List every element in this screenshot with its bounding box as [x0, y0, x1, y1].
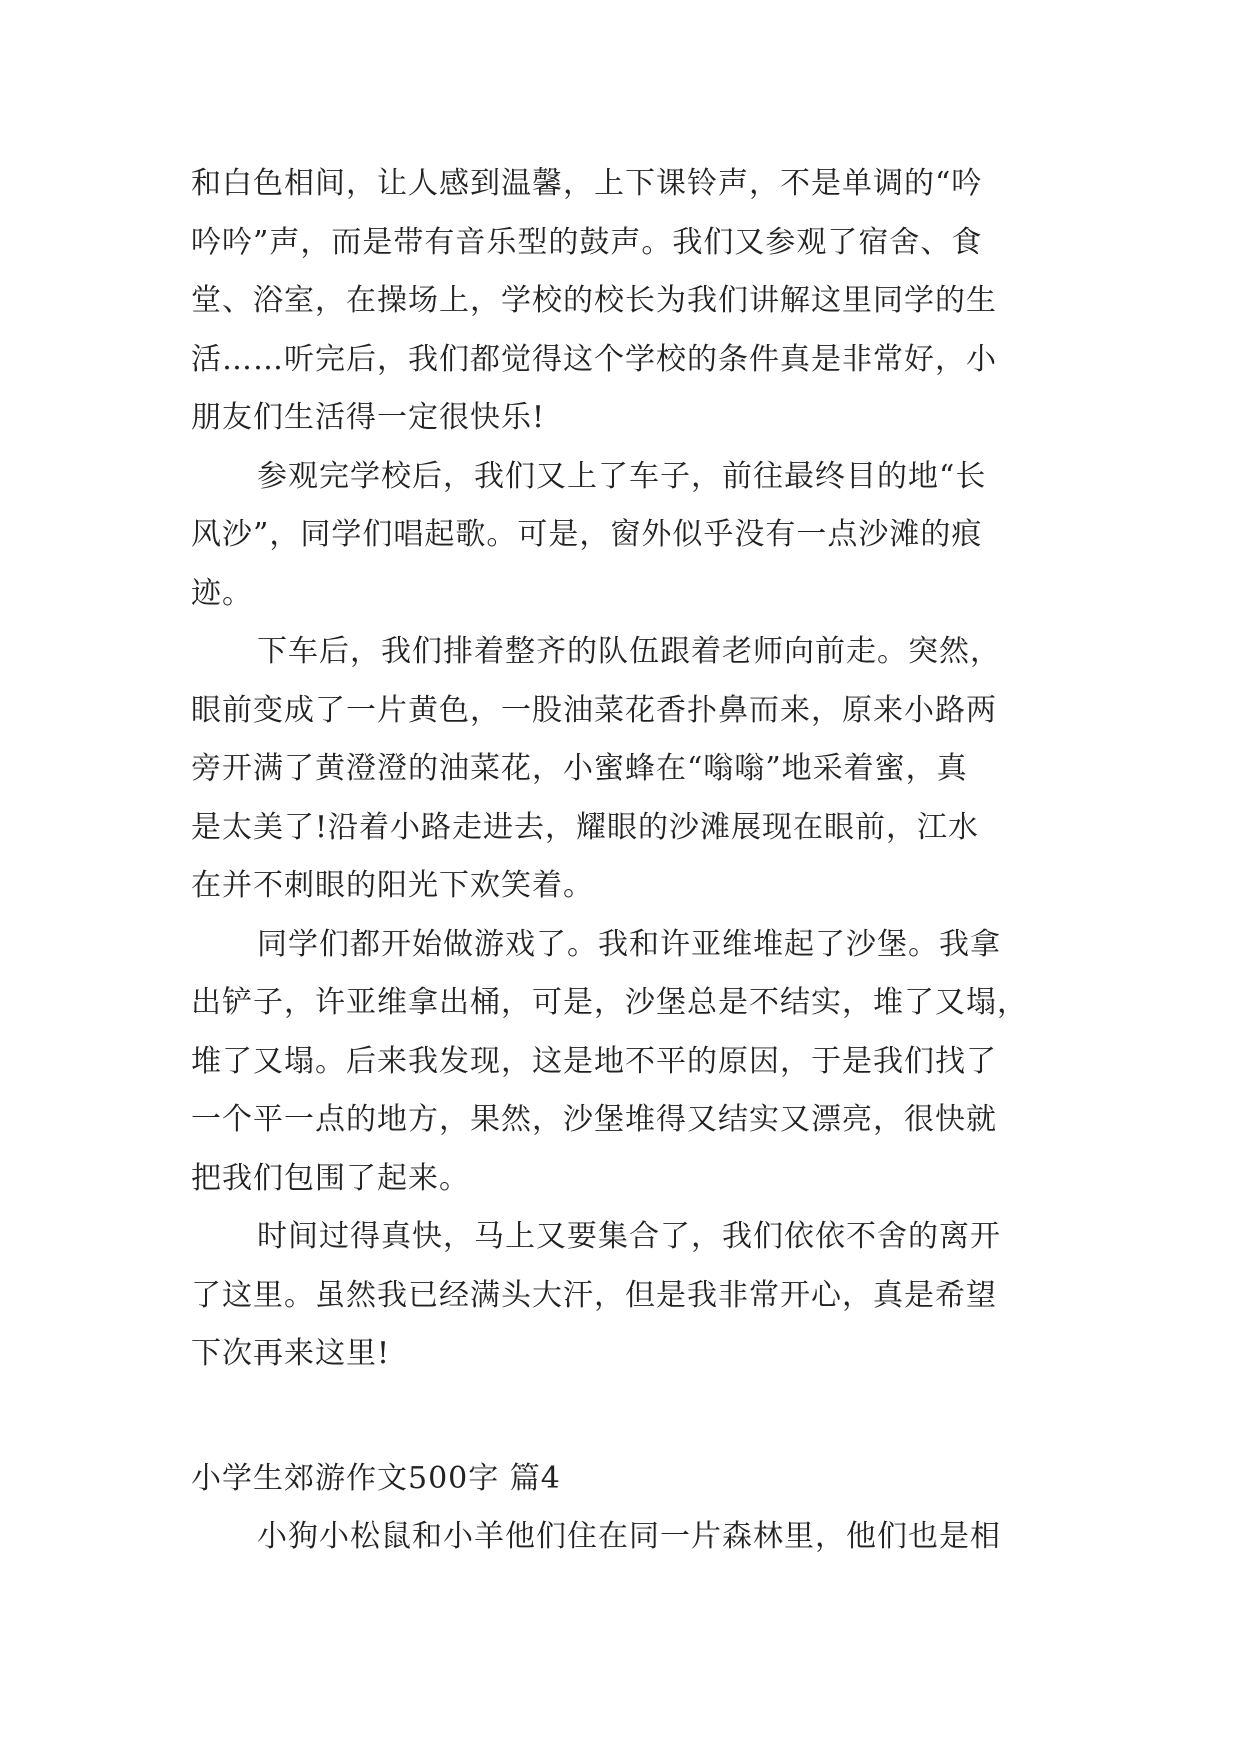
text-line: 和白色相间，让人感到温馨，上下课铃声，不是单调的“吟 — [191, 166, 983, 201]
text-line: 了这里。虽然我已经满头大汗，但是我非常开心，真是希望 — [191, 1277, 997, 1313]
text-line: 一个平一点的地方，果然，沙堡堆得又结实又漂亮，很快就 — [191, 1102, 997, 1137]
text-line: 出铲子，许亚维拿出桶，可是，沙堡总是不结实，堆了又塌， — [191, 985, 1028, 1020]
text-line: 堆了又塌。后来我发现，这是地不平的原因，于是我们找了 — [191, 1043, 997, 1079]
text-line: 时间过得真快，马上又要集合了，我们依依不舍的离开 — [257, 1219, 1001, 1254]
paragraph — [191, 916, 1051, 1209]
text-line: 是太美了!沿着小路走进去，耀眼的沙滩展现在眼前，江水 — [191, 809, 980, 845]
text-line: 活……听完后，我们都觉得这个学校的条件真是非常好，小 — [191, 341, 997, 377]
text-line: 下车后，我们排着整齐的队伍跟着老师向前走。突然， — [257, 634, 1001, 669]
document-body — [191, 155, 1051, 1567]
text-line: 把我们包围了起来。 — [191, 1160, 470, 1196]
text-line: 堂、浴室，在操场上，学校的校长为我们讲解这里同学的生 — [191, 283, 997, 318]
text-line: 眼前变成了一片黄色，一股油菜花香扑鼻而来，原来小路两 — [191, 692, 997, 728]
spacer — [191, 1384, 1051, 1450]
paragraph — [191, 1208, 1051, 1384]
paragraph — [191, 155, 1051, 448]
text-line: 风沙”，同学们唱起歌。可是，窗外似乎没有一点沙滩的痕 — [191, 517, 983, 552]
paragraph — [191, 448, 1051, 624]
text-line: 迹。 — [191, 575, 253, 611]
text-line: 吟吟”声，而是带有音乐型的鼓声。我们又参观了宿舍、食 — [191, 224, 983, 260]
text-line: 在并不刺眼的阳光下欢笑着。 — [191, 868, 594, 903]
text-line: 下次再来这里! — [191, 1336, 391, 1371]
text-line: 旁开满了黄澄澄的油菜花，小蜜蜂在“嗡嗡”地采着蜜，真 — [191, 751, 968, 786]
text-line: 朋友们生活得一定很快乐! — [191, 400, 546, 435]
section-heading: 小学生郊游作文500字 篇4 — [191, 1460, 561, 1496]
paragraph — [191, 623, 1051, 916]
text-line: 参观完学校后，我们又上了车子，前往最终目的地“长 — [257, 458, 987, 494]
text-line: 同学们都开始做游戏了。我和许亚维堆起了沙堡。我拿 — [257, 926, 1001, 962]
text-line: 小狗小松鼠和小羊他们住在同一片森林里，他们也是相 — [257, 1519, 1001, 1554]
